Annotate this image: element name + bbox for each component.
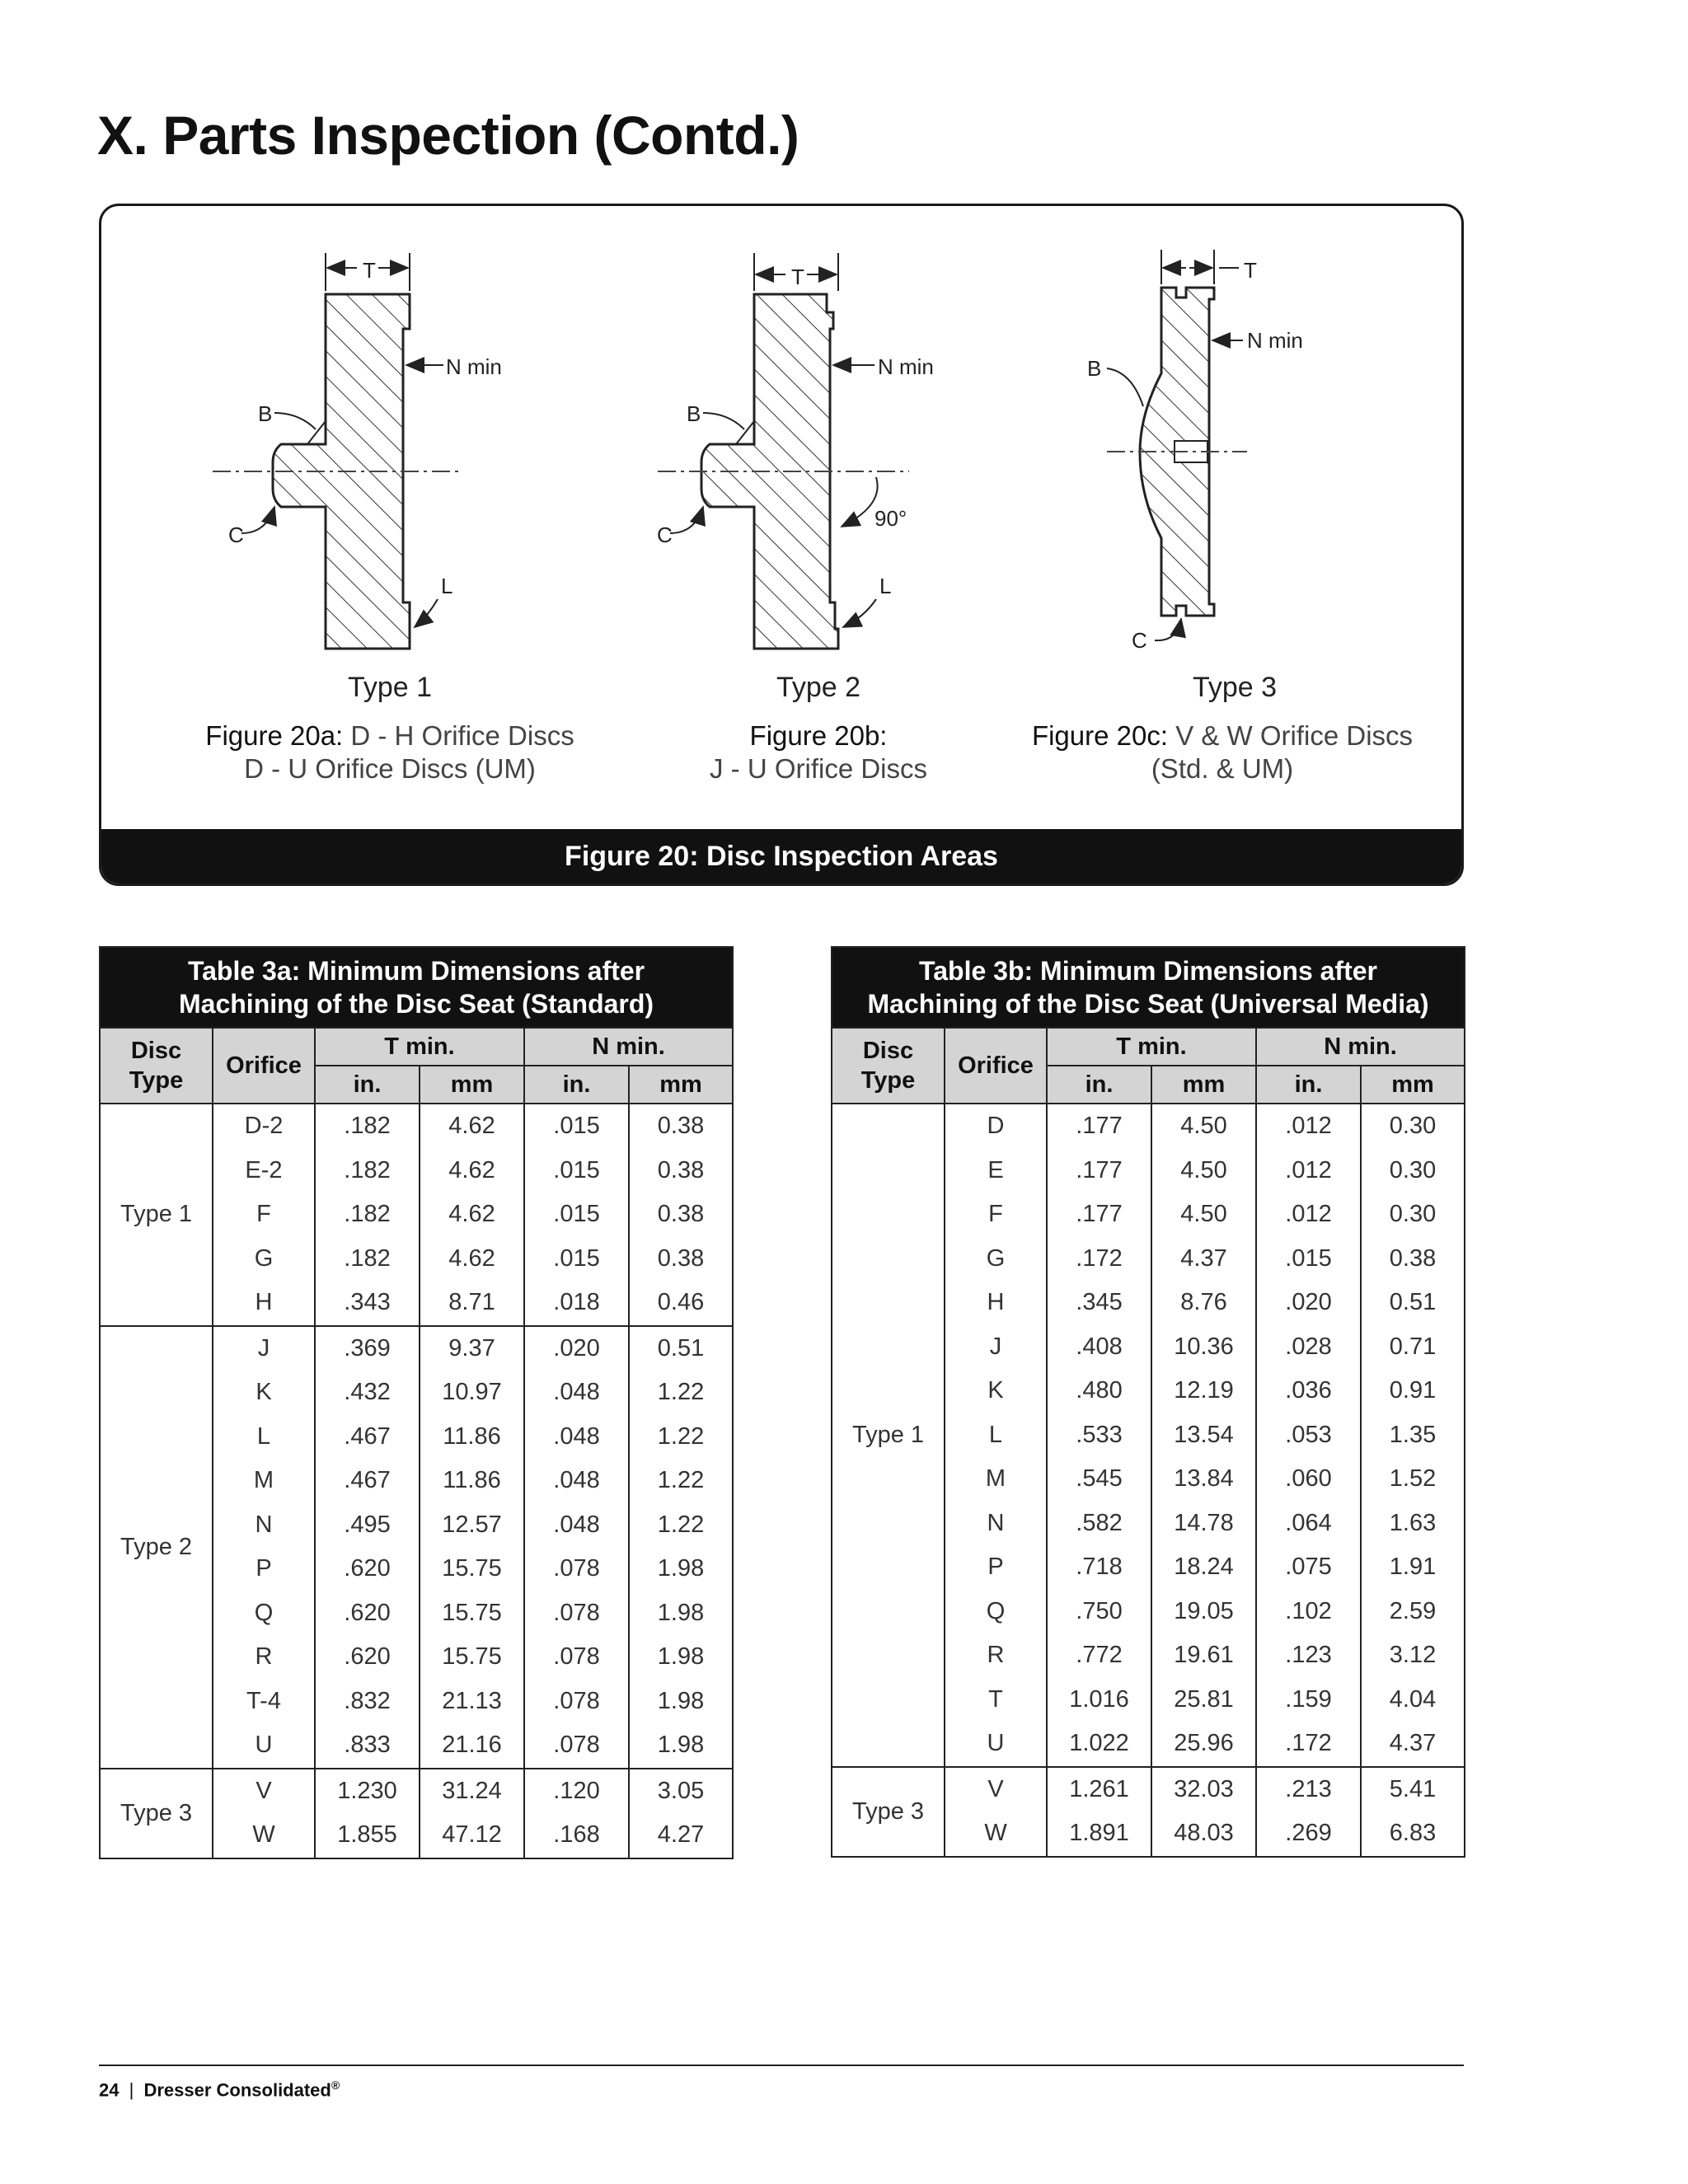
t-mm-cell: 15.75	[420, 1635, 524, 1680]
footer-separator: |	[129, 2079, 134, 2101]
table-row	[100, 1769, 733, 1814]
figure-20b-bold: Figure 20b:	[749, 720, 888, 751]
figure-20-caption: Figure 20: Disc Inspection Areas	[101, 829, 1461, 883]
t-in-cell: .582	[1047, 1502, 1151, 1546]
n-mm-cell: 1.22	[629, 1415, 733, 1460]
figure-20a-line2: D - U Orifice Discs (UM)	[244, 753, 536, 784]
orifice-cell: P	[945, 1545, 1047, 1590]
n-mm-cell: 0.38	[629, 1193, 733, 1237]
type1-disc-drawing	[213, 253, 460, 649]
t-in-cell: .177	[1047, 1149, 1151, 1193]
t-in-cell: .832	[315, 1680, 420, 1724]
orifice-cell: W	[213, 1813, 315, 1858]
table-3b-title	[832, 947, 1465, 1028]
orifice-cell: W	[945, 1811, 1047, 1857]
n-in-cell: .075	[1256, 1545, 1361, 1590]
n-mm-cell: 5.41	[1361, 1767, 1465, 1812]
n-mm-cell: 0.38	[629, 1237, 733, 1282]
t-in-cell: .182	[315, 1149, 420, 1193]
n-mm-cell: 3.05	[629, 1769, 733, 1814]
type2-b-label: B	[687, 401, 701, 426]
n-mm-cell: 0.91	[1361, 1369, 1465, 1413]
orifice-cell: E-2	[213, 1149, 315, 1193]
orifice-cell: Q	[945, 1590, 1047, 1634]
t-mm-cell: 31.24	[420, 1769, 524, 1814]
t-in-cell: .345	[1047, 1281, 1151, 1325]
table-3a	[99, 946, 732, 1859]
n-in-cell: .159	[1256, 1678, 1361, 1722]
type3-t-label: T	[1244, 258, 1257, 283]
t-in-cell: .750	[1047, 1590, 1151, 1634]
t-mm-cell: 32.03	[1151, 1767, 1256, 1812]
table-3b-t-in-header: in.	[1047, 1066, 1151, 1104]
t-in-cell: 1.016	[1047, 1678, 1151, 1722]
type1-n-min-label: N min	[446, 354, 502, 379]
figure-20a-desc: D - H Orifice Discs	[343, 720, 574, 751]
t-mm-cell: 21.13	[420, 1680, 524, 1724]
t-in-cell: .177	[1047, 1104, 1151, 1149]
disc-type-cell: Type 1	[100, 1104, 213, 1326]
t-mm-cell: 9.37	[420, 1326, 524, 1371]
table-3a-title-line1: Table 3a: Minimum Dimensions after	[187, 956, 645, 986]
n-mm-cell: 0.51	[1361, 1281, 1465, 1325]
table-3a-n-min-header: N min.	[524, 1028, 733, 1066]
n-in-cell: .015	[524, 1193, 629, 1237]
n-in-cell: .015	[1256, 1237, 1361, 1282]
n-mm-cell: 1.98	[629, 1635, 733, 1680]
n-in-cell: .015	[524, 1237, 629, 1282]
n-mm-cell: 0.30	[1361, 1193, 1465, 1237]
t-in-cell: .182	[315, 1237, 420, 1282]
orifice-cell: H	[213, 1281, 315, 1326]
t-in-cell: 1.230	[315, 1769, 420, 1814]
orifice-cell: V	[213, 1769, 315, 1814]
n-mm-cell: 0.71	[1361, 1325, 1465, 1370]
t-in-cell: .533	[1047, 1413, 1151, 1458]
t-mm-cell: 4.50	[1151, 1149, 1256, 1193]
n-mm-cell: 0.51	[629, 1326, 733, 1371]
t-mm-cell: 18.24	[1151, 1545, 1256, 1590]
type2-l-label: L	[879, 574, 892, 598]
disc-type-cell: Type 2	[100, 1326, 213, 1769]
table-3a-type-header: Type	[129, 1067, 184, 1094]
table-3a-t-min-header: T min.	[315, 1028, 524, 1066]
t-in-cell: .620	[315, 1547, 420, 1591]
n-in-cell: .123	[1256, 1633, 1361, 1678]
n-in-cell: .172	[1256, 1722, 1361, 1767]
n-in-cell: .064	[1256, 1502, 1361, 1546]
orifice-cell: N	[945, 1502, 1047, 1546]
t-in-cell: .467	[315, 1415, 420, 1460]
t-mm-cell: 19.05	[1151, 1590, 1256, 1634]
t-in-cell: .495	[315, 1503, 420, 1548]
table-row	[100, 1326, 733, 1371]
table-3a-title	[100, 947, 733, 1028]
orifice-cell: R	[213, 1635, 315, 1680]
type1-c-label: C	[228, 523, 244, 547]
n-mm-cell: 1.98	[629, 1680, 733, 1724]
figure-20c-line2: (Std. & UM)	[1151, 753, 1294, 784]
table-row	[100, 1104, 733, 1149]
t-mm-cell: 12.19	[1151, 1369, 1256, 1413]
t-mm-cell: 8.76	[1151, 1281, 1256, 1325]
n-in-cell: .078	[524, 1547, 629, 1591]
table-3a-t-mm-header: mm	[420, 1066, 524, 1104]
figure-20-box	[99, 204, 1464, 886]
n-mm-cell: 1.22	[629, 1371, 733, 1415]
n-in-cell: .102	[1256, 1590, 1361, 1634]
orifice-cell: G	[945, 1237, 1047, 1282]
table-3b-disc-type-header	[832, 1028, 945, 1104]
n-in-cell: .012	[1256, 1104, 1361, 1149]
orifice-cell: V	[945, 1767, 1047, 1812]
n-mm-cell: 0.46	[629, 1281, 733, 1326]
table-3a-t-in-header: in.	[315, 1066, 420, 1104]
table-3b-n-mm-header: mm	[1361, 1066, 1465, 1104]
n-in-cell: .120	[524, 1769, 629, 1814]
n-mm-cell: 4.27	[629, 1813, 733, 1858]
n-mm-cell: 0.38	[629, 1149, 733, 1193]
table-3b-body	[832, 1104, 1465, 1857]
orifice-cell: Q	[213, 1591, 315, 1636]
n-in-cell: .015	[524, 1104, 629, 1149]
footer-brand: Dresser Consolidated	[143, 2079, 331, 2101]
table-3a-body	[100, 1104, 733, 1858]
n-mm-cell: 0.38	[629, 1104, 733, 1149]
t-mm-cell: 12.57	[420, 1503, 524, 1548]
orifice-cell: J	[945, 1325, 1047, 1370]
table-3b-t-min-header: T min.	[1047, 1028, 1256, 1066]
n-mm-cell: 2.59	[1361, 1590, 1465, 1634]
type2-c-label: C	[657, 523, 673, 547]
type2-label: Type 2	[776, 672, 861, 703]
t-in-cell: 1.891	[1047, 1811, 1151, 1857]
t-mm-cell: 11.86	[420, 1459, 524, 1503]
type2-n-min-label: N min	[878, 354, 934, 379]
type3-c-label: C	[1132, 628, 1147, 653]
t-mm-cell: 10.36	[1151, 1325, 1256, 1370]
type1-t-label: T	[363, 258, 376, 283]
t-in-cell: .545	[1047, 1457, 1151, 1502]
footer	[99, 2079, 340, 2101]
t-mm-cell: 19.61	[1151, 1633, 1256, 1678]
n-mm-cell: 1.98	[629, 1547, 733, 1591]
type3-disc-drawing	[1107, 250, 1247, 640]
orifice-cell: M	[213, 1459, 315, 1503]
t-mm-cell: 4.62	[420, 1104, 524, 1149]
table-3a-disc-type-header	[100, 1028, 213, 1104]
t-in-cell: .172	[1047, 1237, 1151, 1282]
t-in-cell: .620	[315, 1635, 420, 1680]
t-mm-cell: 21.16	[420, 1723, 524, 1769]
footer-rule	[99, 2064, 1464, 2066]
n-in-cell: .028	[1256, 1325, 1361, 1370]
table-row	[832, 1104, 1465, 1149]
t-in-cell: .182	[315, 1104, 420, 1149]
orifice-cell: K	[213, 1371, 315, 1415]
t-mm-cell: 8.71	[420, 1281, 524, 1326]
orifice-cell: L	[213, 1415, 315, 1460]
type2-angle-label: 90°	[874, 506, 907, 531]
n-in-cell: .078	[524, 1723, 629, 1769]
type2-t-label: T	[791, 265, 804, 289]
orifice-cell: F	[213, 1193, 315, 1237]
n-mm-cell: 1.22	[629, 1503, 733, 1548]
n-mm-cell: 1.52	[1361, 1457, 1465, 1502]
disc-type-cell: Type 3	[100, 1769, 213, 1858]
n-in-cell: .020	[524, 1326, 629, 1371]
n-in-cell: .168	[524, 1813, 629, 1858]
orifice-cell: F	[945, 1193, 1047, 1237]
t-mm-cell: 4.50	[1151, 1104, 1256, 1149]
n-mm-cell: 6.83	[1361, 1811, 1465, 1857]
orifice-cell: H	[945, 1281, 1047, 1325]
orifice-cell: J	[213, 1326, 315, 1371]
type3-b-label: B	[1087, 356, 1102, 381]
orifice-cell: R	[945, 1633, 1047, 1678]
t-in-cell: 1.855	[315, 1813, 420, 1858]
t-mm-cell: 14.78	[1151, 1502, 1256, 1546]
t-mm-cell: 13.54	[1151, 1413, 1256, 1458]
n-mm-cell: 0.30	[1361, 1149, 1465, 1193]
table-3b-n-in-header: in.	[1256, 1066, 1361, 1104]
table-3a-title-line2: Machining of the Disc Seat (Standard)	[179, 989, 654, 1019]
orifice-cell: G	[213, 1237, 315, 1282]
orifice-cell: U	[213, 1723, 315, 1769]
type3-label: Type 3	[1192, 672, 1278, 703]
type1-label: Type 1	[347, 672, 433, 703]
t-mm-cell: 15.75	[420, 1591, 524, 1636]
table-3b-title-line2: Machining of the Disc Seat (Universal Media)	[867, 989, 1429, 1019]
t-in-cell: .480	[1047, 1369, 1151, 1413]
n-mm-cell: 1.35	[1361, 1413, 1465, 1458]
t-in-cell: .718	[1047, 1545, 1151, 1590]
n-in-cell: .048	[524, 1415, 629, 1460]
n-mm-cell: 0.30	[1361, 1104, 1465, 1149]
type1-l-label: L	[441, 574, 453, 598]
t-in-cell: .772	[1047, 1633, 1151, 1678]
page-number: 24	[99, 2079, 120, 2101]
figure-20a-label	[151, 719, 629, 785]
n-mm-cell: 1.63	[1361, 1502, 1465, 1546]
n-in-cell: .048	[524, 1371, 629, 1415]
disc-type-cell: Type 3	[832, 1767, 945, 1857]
n-in-cell: .078	[524, 1591, 629, 1636]
table-3a-orifice-header: Orifice	[213, 1028, 315, 1104]
type2-disc-drawing	[658, 253, 909, 649]
n-mm-cell: 4.04	[1361, 1678, 1465, 1722]
orifice-cell: N	[213, 1503, 315, 1548]
n-in-cell: .078	[524, 1635, 629, 1680]
t-mm-cell: 10.97	[420, 1371, 524, 1415]
orifice-cell: D-2	[213, 1104, 315, 1149]
orifice-cell: P	[213, 1547, 315, 1591]
t-mm-cell: 25.96	[1151, 1722, 1256, 1767]
t-mm-cell: 11.86	[420, 1415, 524, 1460]
t-in-cell: .343	[315, 1281, 420, 1326]
t-in-cell: .467	[315, 1459, 420, 1503]
table-3b-n-min-header: N min.	[1256, 1028, 1465, 1066]
table-3b-disc-header: Disc	[862, 1038, 914, 1064]
table-3a-n-mm-header: mm	[629, 1066, 733, 1104]
figure-20b-line2: J - U Orifice Discs	[710, 753, 927, 784]
n-in-cell: .036	[1256, 1369, 1361, 1413]
t-mm-cell: 4.50	[1151, 1193, 1256, 1237]
orifice-cell: U	[945, 1722, 1047, 1767]
table-3b	[831, 946, 1464, 1858]
orifice-cell: D	[945, 1104, 1047, 1149]
t-in-cell: .408	[1047, 1325, 1151, 1370]
n-in-cell: .048	[524, 1503, 629, 1548]
registered-mark: ®	[331, 2079, 340, 2092]
figure-20a-bold: Figure 20a:	[205, 720, 344, 751]
n-mm-cell: 0.38	[1361, 1237, 1465, 1282]
table-3b-orifice-header: Orifice	[945, 1028, 1047, 1104]
type1-b-label: B	[258, 401, 273, 426]
orifice-cell: L	[945, 1413, 1047, 1458]
n-in-cell: .060	[1256, 1457, 1361, 1502]
t-in-cell: 1.022	[1047, 1722, 1151, 1767]
t-in-cell: .369	[315, 1326, 420, 1371]
figure-20c-label	[992, 719, 1453, 785]
n-mm-cell: 4.37	[1361, 1722, 1465, 1767]
table-row	[832, 1767, 1465, 1812]
n-in-cell: .012	[1256, 1149, 1361, 1193]
t-in-cell: .620	[315, 1591, 420, 1636]
n-in-cell: .269	[1256, 1811, 1361, 1857]
n-mm-cell: 1.91	[1361, 1545, 1465, 1590]
table-3a-n-in-header: in.	[524, 1066, 629, 1104]
n-mm-cell: 1.98	[629, 1723, 733, 1769]
t-in-cell: .182	[315, 1193, 420, 1237]
n-mm-cell: 3.12	[1361, 1633, 1465, 1678]
n-mm-cell: 1.98	[629, 1591, 733, 1636]
t-mm-cell: 4.62	[420, 1237, 524, 1282]
table-3b-title-line1: Table 3b: Minimum Dimensions after	[919, 956, 1377, 986]
table-3b-type-header: Type	[860, 1067, 916, 1094]
n-in-cell: .078	[524, 1680, 629, 1724]
t-mm-cell: 4.37	[1151, 1237, 1256, 1282]
t-mm-cell: 4.62	[420, 1149, 524, 1193]
type3-n-min-label: N min	[1247, 328, 1303, 353]
t-in-cell: .177	[1047, 1193, 1151, 1237]
n-in-cell: .213	[1256, 1767, 1361, 1812]
t-in-cell: .833	[315, 1723, 420, 1769]
orifice-cell: T	[945, 1678, 1047, 1722]
n-in-cell: .012	[1256, 1193, 1361, 1237]
t-in-cell: .432	[315, 1371, 420, 1415]
t-mm-cell: 25.81	[1151, 1678, 1256, 1722]
figure-20c-desc: V & W Orifice Discs	[1168, 720, 1414, 751]
figure-20b-label	[596, 719, 1041, 785]
table-3b-t-mm-header: mm	[1151, 1066, 1256, 1104]
t-mm-cell: 4.62	[420, 1193, 524, 1237]
n-in-cell: .015	[524, 1149, 629, 1193]
orifice-cell: E	[945, 1149, 1047, 1193]
page-title: X. Parts Inspection (Contd.)	[97, 105, 799, 166]
orifice-cell: K	[945, 1369, 1047, 1413]
n-in-cell: .048	[524, 1459, 629, 1503]
n-in-cell: .018	[524, 1281, 629, 1326]
figure-20c-bold: Figure 20c:	[1031, 720, 1169, 751]
orifice-cell: M	[945, 1457, 1047, 1502]
n-in-cell: .020	[1256, 1281, 1361, 1325]
n-in-cell: .053	[1256, 1413, 1361, 1458]
t-mm-cell: 47.12	[420, 1813, 524, 1858]
t-mm-cell: 15.75	[420, 1547, 524, 1591]
t-mm-cell: 48.03	[1151, 1811, 1256, 1857]
t-in-cell: 1.261	[1047, 1767, 1151, 1812]
table-3a-disc-header: Disc	[130, 1038, 182, 1064]
n-mm-cell: 1.22	[629, 1459, 733, 1503]
orifice-cell: T-4	[213, 1680, 315, 1724]
disc-type-cell: Type 1	[832, 1104, 945, 1767]
t-mm-cell: 13.84	[1151, 1457, 1256, 1502]
